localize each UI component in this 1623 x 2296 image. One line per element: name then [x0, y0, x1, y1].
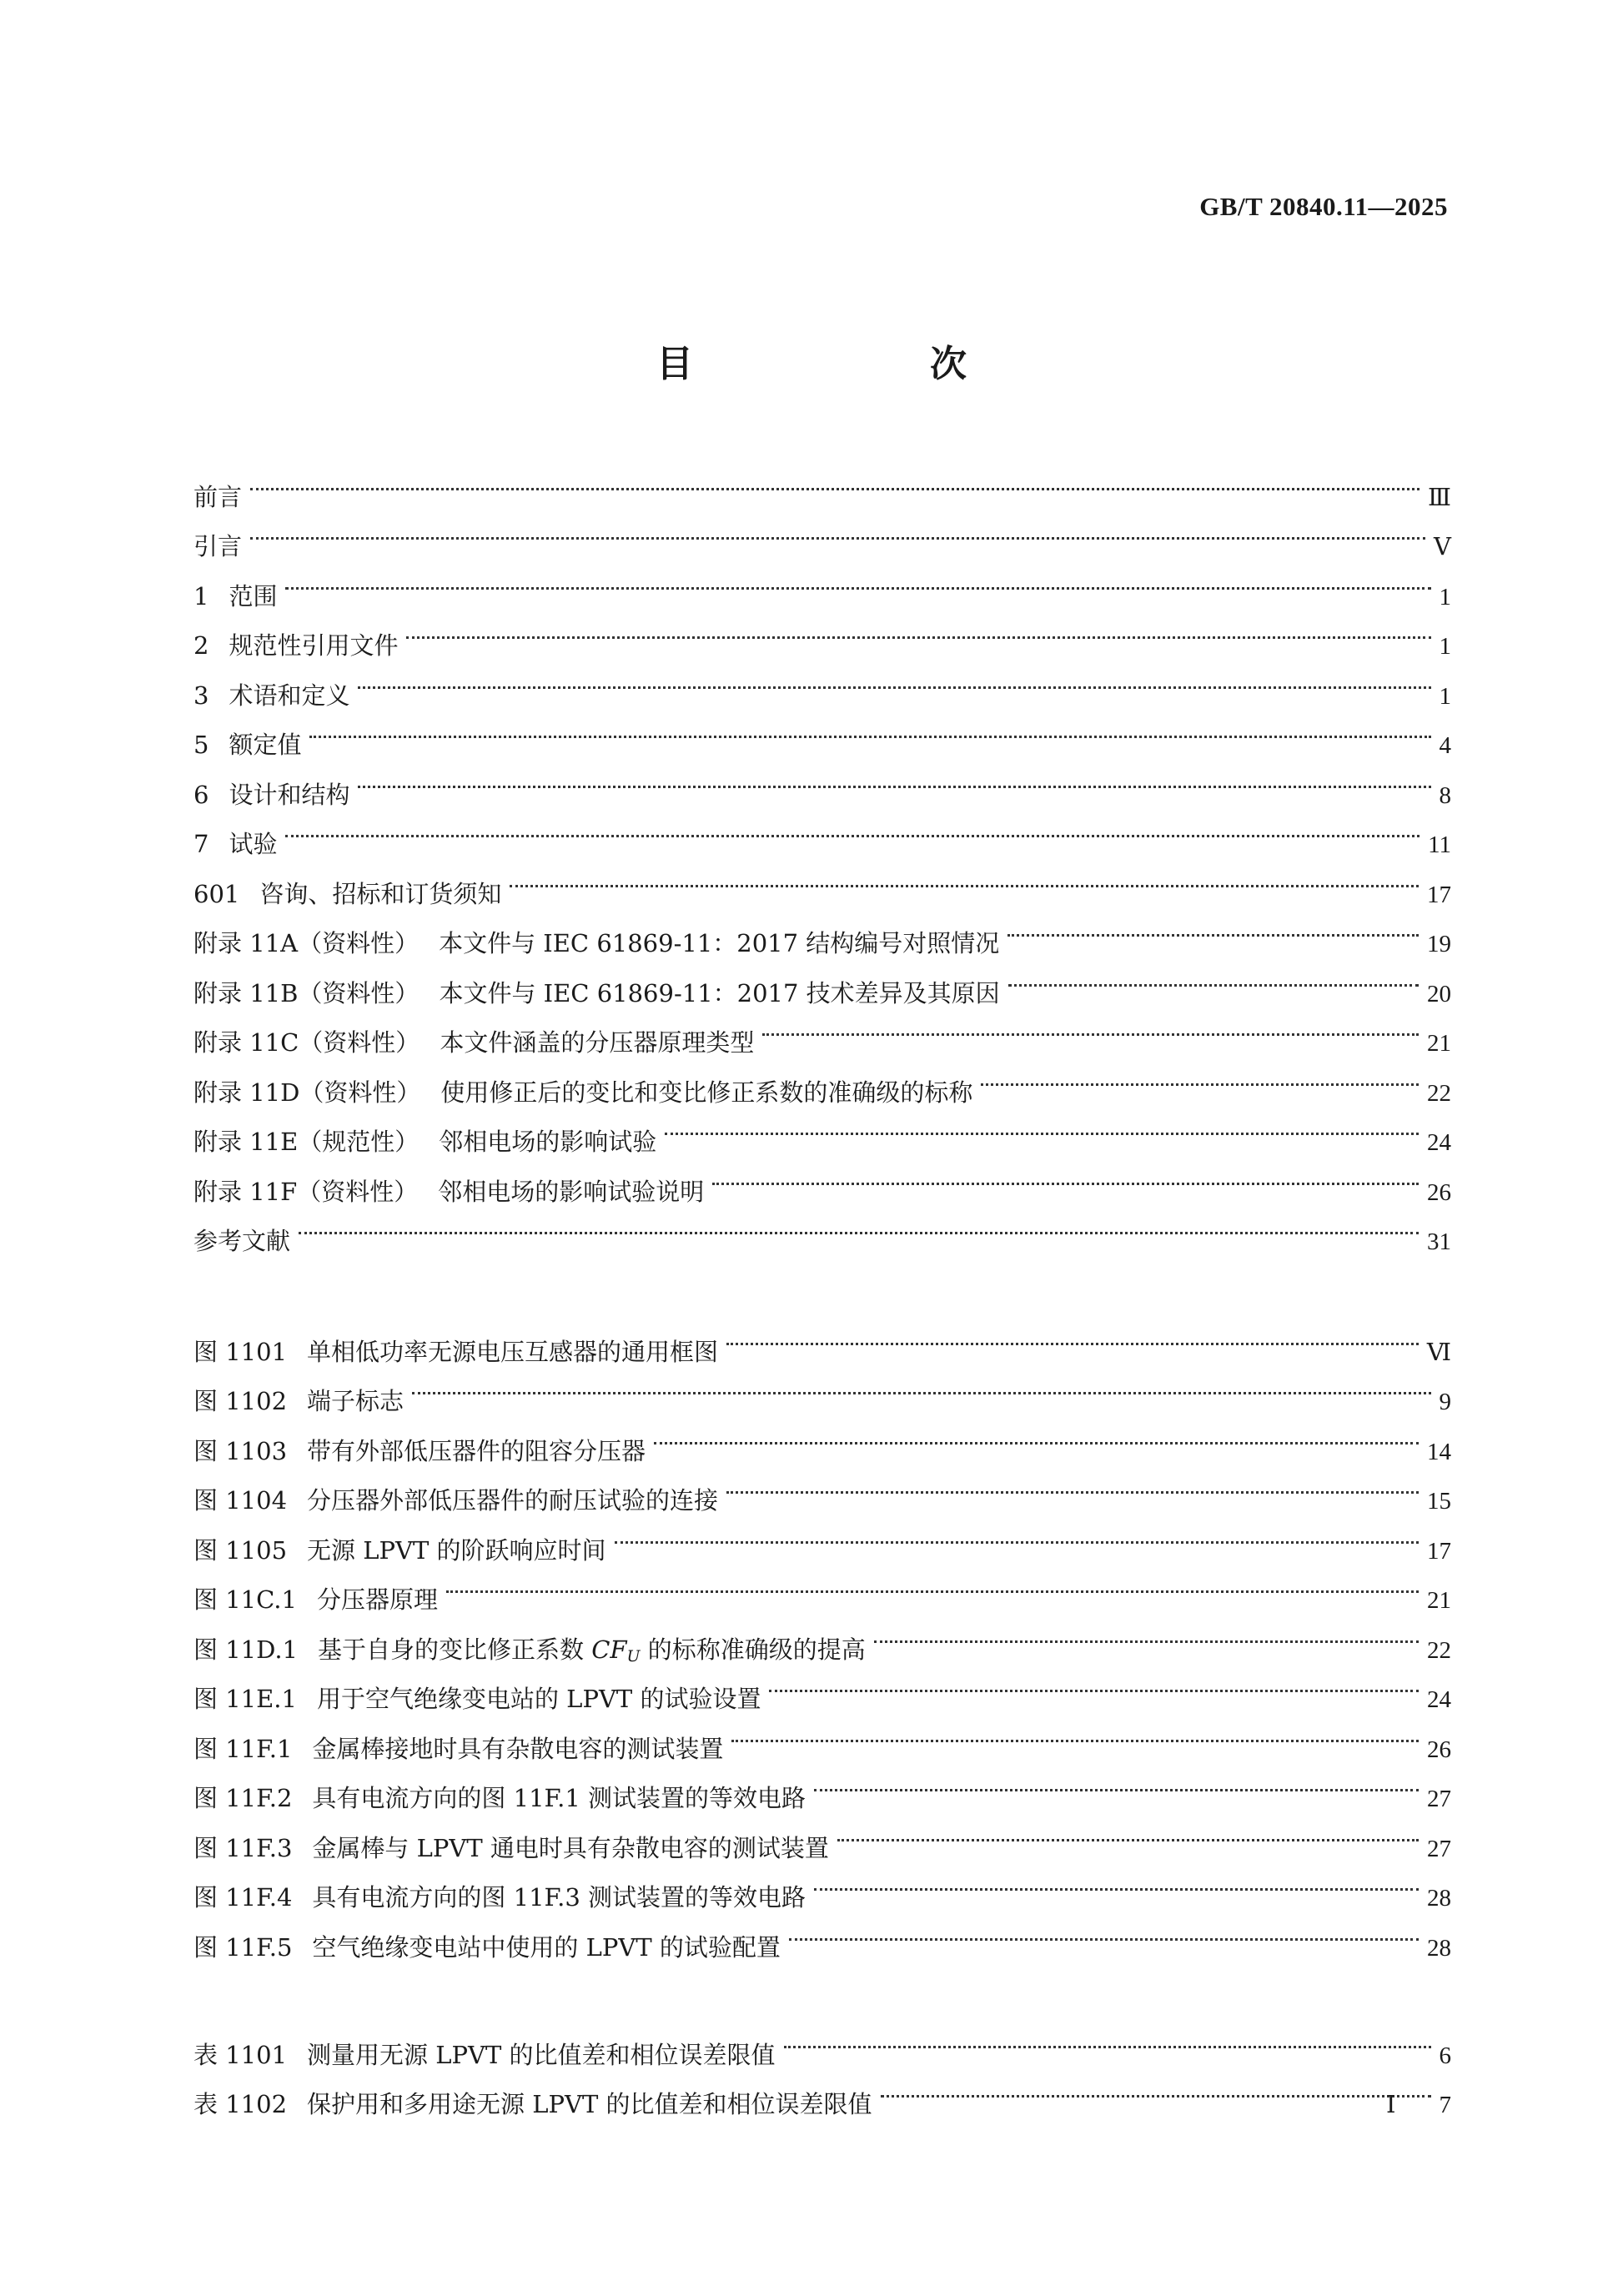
toc-entry-page: 28	[1427, 1885, 1451, 1912]
toc-entry-label	[193, 1118, 656, 1168]
toc-entry-label: 前言	[193, 482, 243, 511]
dot-leader	[412, 1360, 1430, 1410]
toc-entry-text: 术语和定义	[229, 681, 350, 710]
page-number: Ⅰ	[1386, 2092, 1396, 2118]
toc-entry-text: 分压器外部低压器件的耐压试验的连接	[307, 1486, 719, 1515]
toc-entry-text: 金属棒接地时具有杂散电容的测试装置	[312, 1734, 724, 1763]
toc-entry-enquiry[interactable]	[193, 852, 1451, 908]
toc-entry-number: 附录 11F（资料性）	[193, 1177, 419, 1206]
toc-entry-page: 1	[1439, 682, 1451, 710]
toc-entry-text: 用于空气绝缘变电站的 LPVT 的试验设置	[316, 1685, 761, 1713]
toc-entry-number: 图 1105	[193, 1535, 288, 1565]
toc-entry-number: 601	[193, 879, 240, 908]
toc-entry-label	[193, 1018, 754, 1068]
toc-entry-label	[193, 1625, 866, 1682]
toc-entry-number: 图 11F.4	[193, 1883, 293, 1912]
toc-entry-page: 24	[1427, 1129, 1451, 1156]
dot-leader	[309, 704, 1430, 754]
toc-entry-number: 5	[193, 731, 209, 759]
toc-entry-text: 金属棒与 LPVT 通电时具有杂散电容的测试装置	[312, 1833, 829, 1862]
toc-entry-page: 1	[1439, 583, 1451, 610]
toc-entry-page: 21	[1427, 1030, 1451, 1057]
dot-leader	[654, 1409, 1419, 1459]
toc-figures	[193, 1310, 1451, 1962]
toc-entry-number: 图 1101	[193, 1337, 288, 1366]
toc-entry-ratings[interactable]	[193, 704, 1451, 759]
toc-entry-page: 6	[1439, 2042, 1451, 2069]
dot-leader	[1007, 902, 1419, 952]
toc-entry-page: 26	[1427, 1178, 1451, 1206]
toc-entry-label	[193, 1675, 761, 1725]
toc-entry-label	[193, 2080, 872, 2130]
dot-leader	[981, 1051, 1419, 1101]
toc-entry-text: 基于自身的变比修正系数	[318, 1635, 592, 1664]
toc-entry-label	[193, 820, 277, 870]
toc-entry-text: 空气绝缘变电站中使用的 LPVT 的试验配置	[312, 1932, 781, 1962]
toc-entry-label	[193, 1824, 829, 1874]
dot-leader	[712, 1150, 1419, 1200]
toc-entry-page: 26	[1427, 1736, 1451, 1763]
toc-entry-foreword[interactable]	[193, 455, 1451, 511]
dot-leader	[784, 2013, 1431, 2063]
toc-entry-text: 本文件与 IEC 61869-11：2017 技术差异及其原因	[439, 978, 1000, 1007]
toc-entry-text: 规范性引用文件	[229, 631, 399, 660]
page-title: 目 次	[656, 343, 1067, 385]
toc-entry-text: 本文件涵盖的分压器原理类型	[440, 1028, 755, 1057]
toc-entry-page: 21	[1427, 1587, 1451, 1614]
dot-leader	[874, 1608, 1419, 1658]
toc-entry-label	[193, 721, 301, 771]
toc-entry-bibliography[interactable]	[193, 1200, 1451, 1255]
toc-entry-text: 本文件与 IEC 61869-11：2017 结构编号对照情况	[439, 929, 1000, 957]
toc-entry-page: 8	[1439, 781, 1451, 809]
dot-leader	[446, 1559, 1419, 1609]
dot-leader	[510, 852, 1419, 902]
toc-entry-page: 17	[1427, 1537, 1451, 1565]
toc-entry-page: Ⅵ	[1426, 1339, 1451, 1366]
toc-entry-text: 范围	[229, 581, 278, 610]
toc-entry-number: 图 11F.5	[193, 1932, 293, 1962]
toc-entry-number: 6	[193, 780, 209, 809]
dot-leader	[789, 1906, 1419, 1956]
dot-leader	[726, 1310, 1419, 1360]
toc-entry-label	[193, 870, 501, 920]
toc-entry-text: 试验	[229, 830, 278, 858]
toc-entry-label	[193, 1575, 438, 1625]
toc-tables	[193, 2013, 1451, 2118]
toc-entry-number: 图 11F.3	[193, 1833, 293, 1862]
toc-entry-number: 图 11C.1	[193, 1585, 297, 1614]
toc-entry-text: 具有电流方向的图 11F.1 测试装置的等效电路	[312, 1784, 806, 1812]
toc-entry-text: 邻相电场的影响试验说明	[438, 1177, 705, 1206]
dot-leader	[731, 1707, 1419, 1757]
toc-entry-page: 4	[1439, 732, 1451, 759]
toc-entry-text: 具有电流方向的图 11F.3 测试装置的等效电路	[312, 1883, 806, 1912]
toc-entry-tests[interactable]	[193, 803, 1451, 858]
toc-entry-number: 表 1102	[193, 2090, 288, 2118]
toc-entry-text: 测量用无源 LPVT 的比值差和相位误差限值	[307, 2040, 776, 2069]
toc-entry-text: 保护用和多用途无源 LPVT 的比值差和相位误差限值	[307, 2090, 872, 2118]
toc-entry-label: 参考文献	[193, 1227, 291, 1255]
standard-number: GB/T 20840.11—2025	[1199, 192, 1448, 221]
toc-entry-number: 7	[193, 830, 209, 858]
toc-entry-number: 2	[193, 631, 209, 660]
toc-entry-number: 附录 11A（资料性）	[193, 929, 420, 957]
toc-entry-page: 22	[1427, 1636, 1451, 1664]
toc-entry-design[interactable]	[193, 753, 1451, 809]
toc-entry-page: 27	[1427, 1835, 1451, 1862]
toc-entry-page: Ⅲ	[1428, 484, 1451, 511]
toc-entry-label	[193, 1377, 404, 1427]
toc-entry-text: 单相低功率无源电压互感器的通用框图	[307, 1337, 719, 1366]
dot-leader	[769, 1658, 1419, 1708]
toc-table-entry[interactable]	[193, 2013, 1451, 2069]
toc-entry-text: 使用修正后的变比和变比修正系数的准确级的标称	[440, 1078, 973, 1107]
toc-entry-page: 15	[1427, 1488, 1451, 1515]
toc-entry-page: 9	[1439, 1389, 1451, 1415]
toc-entry-page: 28	[1427, 1934, 1451, 1962]
dot-leader	[250, 505, 1425, 555]
toc-entry-number: 图 11F.1	[193, 1734, 293, 1763]
toc-entry-normative-references[interactable]	[193, 605, 1451, 660]
toc-entry-number: 1	[193, 581, 209, 610]
dot-leader	[406, 605, 1430, 655]
toc-entry-text: 设计和结构	[229, 780, 350, 809]
toc-entry-page: 7	[1439, 2092, 1451, 2118]
toc-entry-number: 图 1102	[193, 1387, 288, 1415]
toc-entry-number: 图 1103	[193, 1436, 288, 1465]
dot-leader	[881, 2063, 1431, 2113]
toc-entry-text: 额定值	[229, 731, 302, 759]
toc-figure-entry[interactable]	[193, 1310, 1451, 1366]
toc-entry-number: 图 11D.1	[193, 1635, 299, 1664]
toc-entry-label	[193, 572, 277, 622]
toc-entry-page: 22	[1427, 1079, 1451, 1107]
toc-entry-page: 14	[1427, 1438, 1451, 1465]
toc-entry-number: 3	[193, 681, 209, 710]
dot-leader	[285, 555, 1430, 605]
toc-entry-number: 附录 11E（规范性）	[193, 1128, 420, 1156]
dot-leader	[726, 1459, 1419, 1510]
toc-entry-number: 附录 11B（资料性）	[193, 978, 420, 1007]
toc-entry-page: 11	[1428, 831, 1451, 858]
dot-leader	[814, 1757, 1419, 1807]
toc-entry-scope[interactable]	[193, 555, 1451, 610]
toc-entry-page: 27	[1427, 1786, 1451, 1812]
dot-leader	[1008, 952, 1419, 1002]
toc-entry-label	[193, 1774, 806, 1824]
dot-leader	[358, 753, 1430, 803]
toc-entry-text-suffix: 的标称准确级的提高	[640, 1635, 866, 1664]
dot-leader	[358, 654, 1430, 704]
dot-leader	[837, 1806, 1419, 1856]
dot-leader	[814, 1856, 1419, 1907]
toc-entry-number: 附录 11C（资料性）	[193, 1028, 420, 1057]
toc-entry-text: 邻相电场的影响试验	[439, 1128, 657, 1156]
toc-entry-text: 咨询、招标和订货须知	[259, 879, 502, 908]
dot-leader	[665, 1101, 1419, 1151]
dot-leader	[299, 1200, 1419, 1250]
dot-leader	[285, 803, 1419, 853]
toc-entry-text: 无源 LPVT 的阶跃响应时间	[307, 1535, 606, 1565]
toc-entry-page: Ⅴ	[1434, 534, 1451, 560]
toc-entry-number: 表 1101	[193, 2040, 288, 2069]
toc-contents	[193, 455, 1451, 1255]
toc-entry-label: 引言	[193, 532, 243, 560]
dot-leader	[250, 455, 1419, 505]
toc-entry-introduction[interactable]	[193, 505, 1451, 560]
correction-factor-symbol: CF	[591, 1635, 627, 1664]
toc-entry-label	[193, 1427, 646, 1477]
toc-entry-label	[193, 1923, 781, 1973]
dot-leader	[762, 1002, 1419, 1052]
toc-entry-text: 带有外部低压器件的阻容分压器	[307, 1436, 646, 1465]
toc-entry-page: 24	[1427, 1686, 1451, 1713]
toc-entry-number: 附录 11D（资料性）	[193, 1078, 421, 1107]
toc-entry-label	[193, 1725, 723, 1775]
toc-entry-label	[193, 2031, 776, 2081]
toc-entry-page: 20	[1427, 980, 1451, 1007]
toc-entry-number: 图 11E.1	[193, 1685, 297, 1713]
toc-entry-text: 分压器原理	[316, 1585, 438, 1614]
toc-entry-text: 端子标志	[307, 1387, 404, 1415]
toc-entry-page: 31	[1427, 1228, 1451, 1255]
toc-entry-number: 图 11F.2	[193, 1784, 293, 1812]
correction-factor-subscript: U	[626, 1646, 641, 1665]
toc-entry-number: 图 1104	[193, 1486, 288, 1515]
toc-entry-page: 19	[1427, 931, 1451, 957]
toc-entry-terms[interactable]	[193, 654, 1451, 710]
toc-entry-label	[193, 919, 999, 969]
toc-entry-page: 17	[1427, 881, 1451, 908]
toc-entry-page: 1	[1439, 633, 1451, 660]
toc-entry-label	[193, 1873, 806, 1923]
dot-leader	[615, 1509, 1419, 1559]
